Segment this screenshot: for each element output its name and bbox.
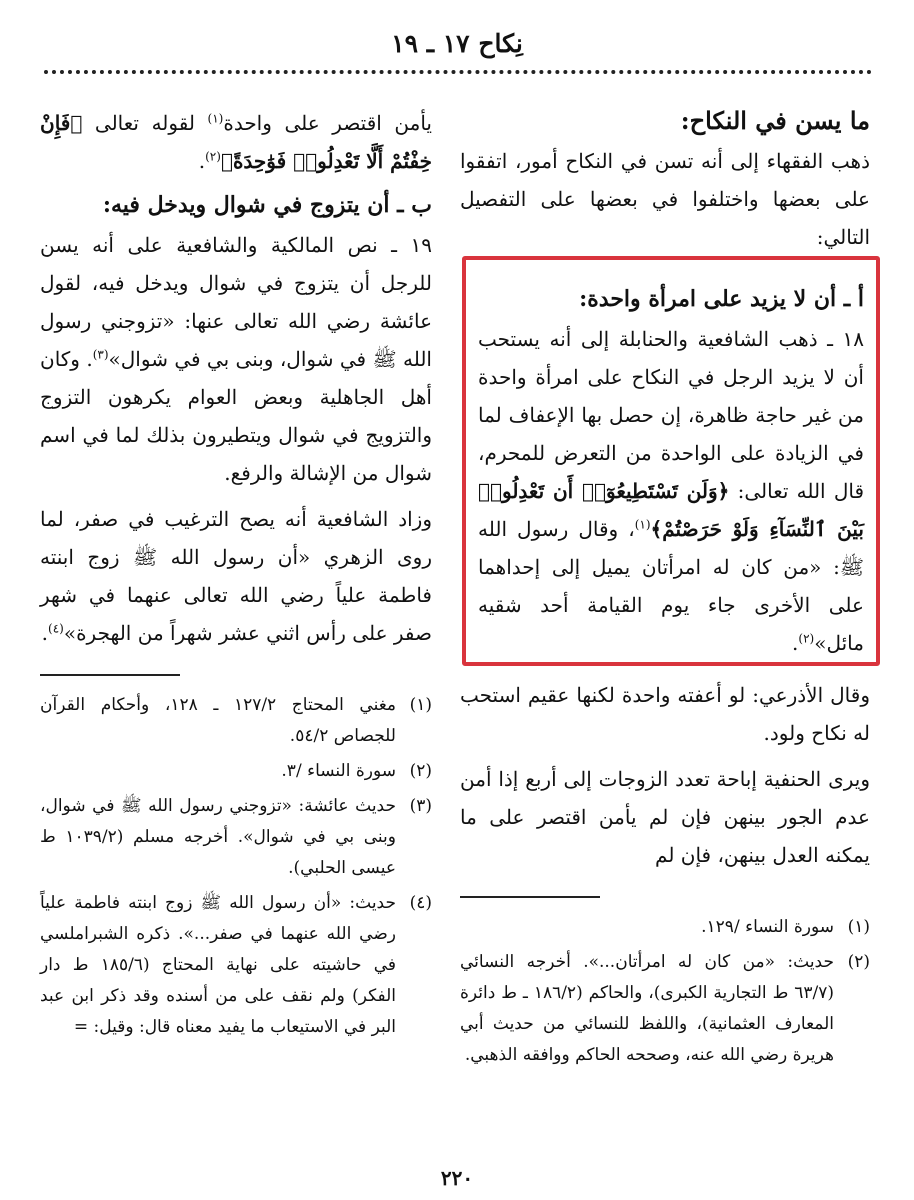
intro-paragraph: ذهب الفقهاء إلى أنه تسن في النكاح أمور، اتفقوا على بعضها واختلفوا في بعضها على التفصيل التالي: [460,149,870,249]
continuation-mid: لقوله تعالى [82,111,208,135]
footnote-text: حديث: «أن رسول الله ﷺ زوج ابنته فاطمة علياً رضي الله عنهما في صفر...». ذكره الشبراملسي في حاشيته على نهاية المحتاج (١٨٥/٦ ط دار الفكر) ولم نقف على من أسنده وقد ذكر ابن عبد البر في الاستيعاب ما يفيد معناه قال: وقيل: = [40,893,396,1037]
shafii-end: . [41,621,48,645]
subsection-a-heading: أ ـ أن لا يزيد على امرأة واحدة: [579,286,864,312]
footnote-ref-4: (٤) [48,621,64,636]
footnote-number: (٤) [409,893,432,913]
section-heading: ما يسن في النكاح: [680,106,870,135]
paragraph-18-end: . [792,631,799,655]
paragraph-19-start: ١٩ ـ نص المالكية والشافعية على أنه يسن للرجل أن يتزوج في شوال ويدخل فيه، لقول عائشة رضي الله تعالى عنها: «تزوجني رسول الله ﷺ في شوال، وبنى بي في شوال» [40,233,432,371]
footnote-number: (١) [409,695,432,715]
footnote-ref-1: (١) [207,111,224,126]
shafii-start: وزاد الشافعية أنه يصح الترغيب في صفر، لما روى الزهري «أن رسول الله ﷺ زوج ابنته فاطمة علياً رضي الله تعالى عنهما في شهر صفر على رأس اثني عشر شهراً من الهجرة» [40,507,432,645]
continuation-start: يأمن اقتصر على واحدة [223,111,432,135]
footnote-number: (١) [847,917,870,937]
right-column-lower [460,676,870,1075]
footnote-divider [460,896,600,898]
right-column [460,104,870,264]
paragraph-19 [40,226,432,492]
footnote-text: حديث عائشة: «تزوجني رسول الله ﷺ في شوال، وبنى بي في شوال». أخرجه مسلم (١٠٣٩/٢ ط عيسى الحلبي). [40,796,396,878]
paragraph-18-start: ١٨ ـ ذهب الشافعية والحنابلة إلى أنه يستحب أن لا يزيد الرجل في النكاح على امرأة واحدة من غير حاجة ظاهرة، إن حصل بها الإعفاف لما في الزيادة على الواحدة من التعرض للمحرم، قال الله تعالى: [478,327,864,503]
footnote-text: سورة النساء /٣. [281,761,396,781]
continuation-paragraph [40,104,432,180]
footnote [460,912,870,943]
left-column [40,104,432,1047]
page-header-title: نِكاح ١٧ ـ ١٩ [391,29,523,58]
paragraph-18 [478,320,864,662]
paragraph-19-end: . وكان أهل الجاهلية وبعض العوام يكرهون التزوج والتزويج في شوال ويتطيرون بذلك لما في اسم شوال من الإشالة والرفع. [40,347,432,485]
header-dotted-rule [44,70,872,74]
footnote-text: سورة النساء /١٢٩. [701,917,834,937]
footnote-ref-3: (٣) [92,347,109,362]
footnote-number: (٣) [409,796,432,816]
footnote-number: (٢) [847,952,870,972]
page-number: ٢٢٠ [440,1166,474,1190]
footnote-number: (٢) [409,761,432,781]
subsection-b-heading: ب ـ أن يتزوج في شوال ويدخل فيه: [102,192,432,218]
footnote-text: حديث: «من كان له امرأتان...». أخرجه النسائي (٦٣/٧ ط التجارية الكبرى)، والحاكم (١٨٦/٢ ـ ط دائرة المعارف العثمانية)، واللفظ للنسائي من حديث أبي هريرة رضي الله عنه، وصححه الحاكم ووافقه الذهبي. [460,952,834,1065]
footnote [40,690,432,752]
footnote [40,756,432,787]
quran-verse-nisa-129: ﴿وَلَن تَسْتَطِيعُوٓا۟ أَن تَعْدِلُوا۟ بَيْنَ ٱلنِّسَآءِ وَلَوْ حَرَصْتُمْ﴾ [478,479,864,541]
footnote-text: مغني المحتاج ١٢٧/٢ ـ ١٢٨، وأحكام القرآن للجصاص ٥٤/٢. [40,695,397,746]
footnote [40,791,432,884]
footnote [40,888,432,1043]
continuation-end: . [198,149,206,173]
footnote-divider [40,674,180,676]
footnote-ref-1: (١) [634,517,651,532]
highlighted-section-a [462,256,880,666]
footnote [460,947,870,1071]
footnote-ref-2: (٢) [798,631,815,646]
adhraai-paragraph: وقال الأذرعي: لو أعفته واحدة لكنها عقيم استحب له نكاح ولود. [460,683,870,745]
hanafi-paragraph: ويرى الحنفية إباحة تعدد الزوجات إلى أربع إذا أمن عدم الجور بينهن فإن لم يأمن اقتصر على ما يمكنه العدل بينهن، فإن لم [460,767,870,867]
shafii-paragraph [40,500,432,652]
paragraph-18-mid: ، وقال رسول الله ﷺ: «من كان له امرأتان يميل إلى إحداهما على الأخرى جاء يوم القيامة أحد شقيه مائل» [478,517,864,655]
footnote-ref-2: (٢) [205,149,221,164]
quran-verse-nisa-3: ﴿فَإِنْ خِفْتُمْ أَلَّا تَعْدِلُوا۟ فَوَٰحِدَةً﴾ [40,111,432,173]
